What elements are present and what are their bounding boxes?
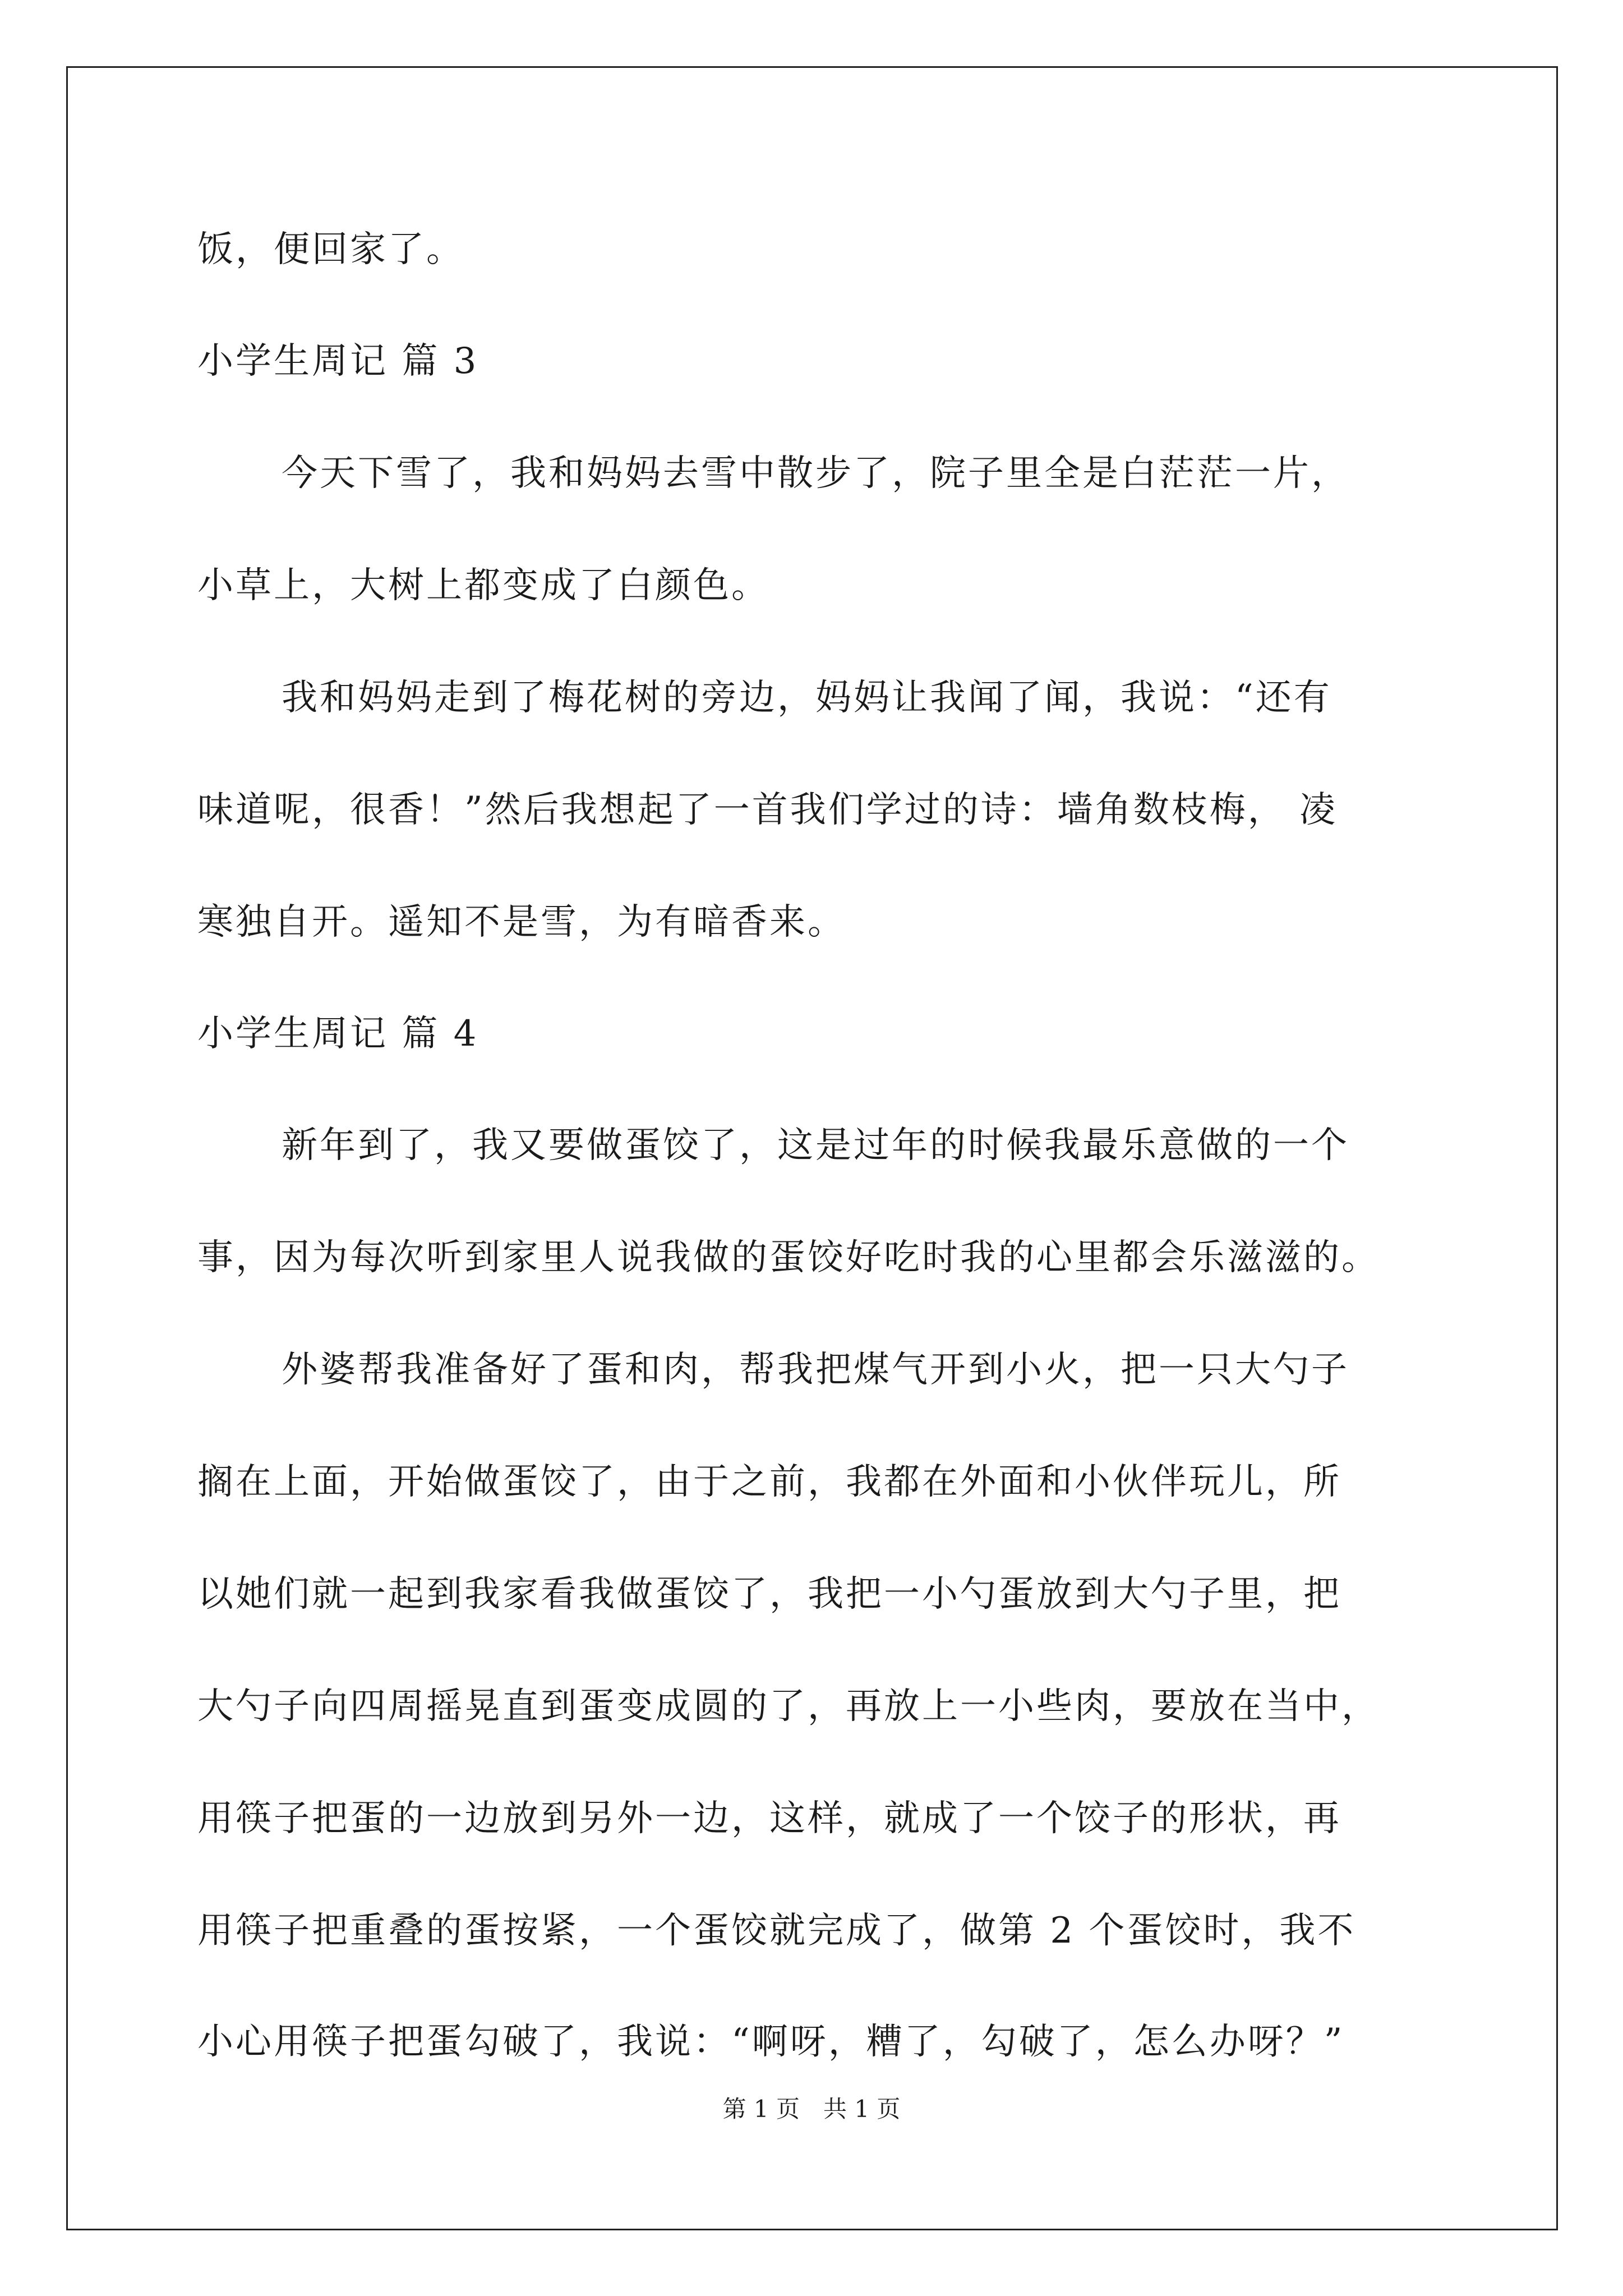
paragraph-line: 大勺子向四周摇晃直到蛋变成圆的了，再放上一小些肉，要放在当中，: [197, 1686, 1380, 1727]
paragraph-line: 味道呢，很香！”然后我想起了一首我们学过的诗：墙角数枝梅， 凌: [197, 789, 1338, 831]
paragraph-line: 事，因为每次听到家里人说我做的蛋饺好吃时我的心里都会乐滋滋的。: [197, 1237, 1380, 1278]
paragraph-line: 小草上，大树上都变成了白颜色。: [197, 565, 769, 606]
paragraph-line: 外婆帮我准备好了蛋和肉，帮我把煤气开到小火，把一只大勺子: [282, 1349, 1349, 1391]
paragraph-line: 今天下雪了，我和妈妈去雪中散步了，院子里全是白茫茫一片，: [282, 453, 1349, 494]
paragraph-line: 新年到了，我又要做蛋饺了，这是过年的时候我最乐意做的一个: [282, 1125, 1349, 1166]
paragraph-line: 寒独自开。遥知不是雪，为有暗香来。: [197, 901, 846, 943]
section-heading-4: 小学生周记 篇 4: [197, 1013, 479, 1055]
page-number-footer: 第 1 页 共 1 页: [722, 2095, 901, 2123]
paragraph-line: 以她们就一起到我家看我做蛋饺了，我把一小勺蛋放到大勺子里，把: [197, 1573, 1341, 1615]
section-heading-3: 小学生周记 篇 3: [197, 341, 479, 382]
paragraph-line: 我和妈妈走到了梅花树的旁边，妈妈让我闻了闻，我说：“还有: [282, 677, 1332, 719]
paragraph-line: 小心用筷子把蛋勾破了，我说：“啊呀，糟了，勾破了，怎么办呀？”: [197, 2021, 1345, 2063]
paragraph-line: 用筷子把重叠的蛋按紧，一个蛋饺就完成了，做第 2 个蛋饺时，我不: [197, 1910, 1356, 1952]
paragraph-line: 搁在上面，开始做蛋饺了，由于之前，我都在外面和小伙伴玩儿，所: [197, 1461, 1341, 1503]
paragraph-line: 用筷子把蛋的一边放到另外一边，这样，就成了一个饺子的形状，再: [197, 1798, 1341, 1839]
paragraph-continuation: 饭，便回家了。: [197, 229, 464, 270]
